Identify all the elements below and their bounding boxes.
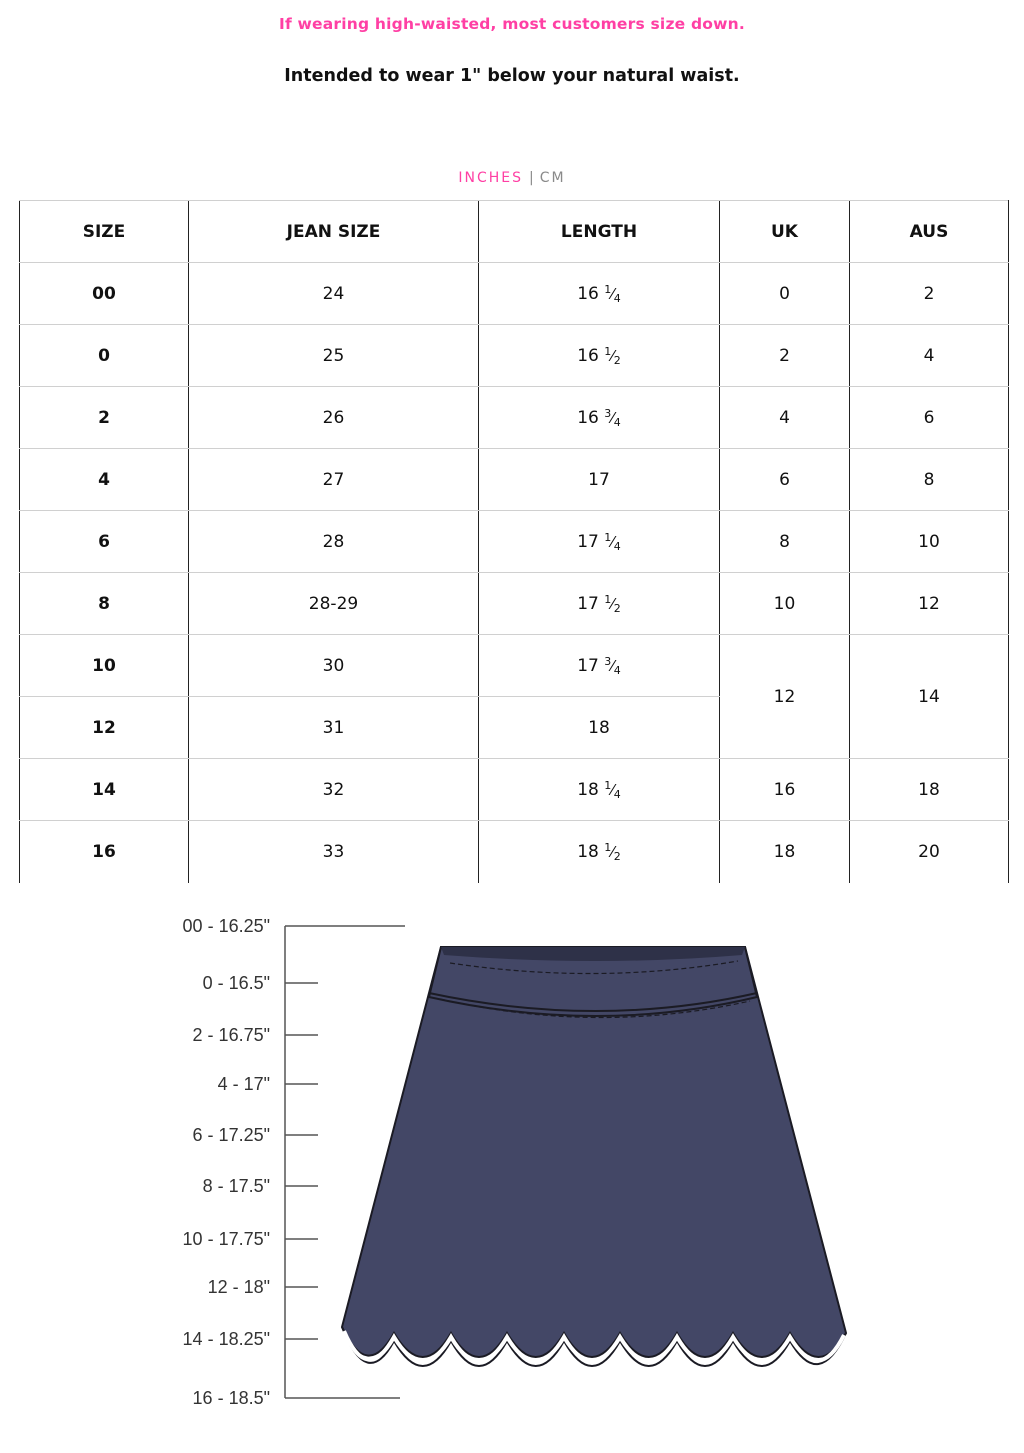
cell-uk: 6 <box>720 449 850 511</box>
cell-length: 16 $^1⁄_4$ <box>479 263 720 325</box>
cell-length: 17 $^3⁄_4$ <box>479 635 720 697</box>
table-row <box>20 387 1009 449</box>
cell-jean-size: 27 <box>189 449 479 511</box>
cell-jean-size: 25 <box>189 325 479 387</box>
cell-length: 17 <box>479 449 720 511</box>
table-header-row <box>20 201 1009 263</box>
cell-size: 00 <box>20 263 189 325</box>
cell-jean-size: 30 <box>189 635 479 697</box>
cell-jean-size: 26 <box>189 387 479 449</box>
cell-aus: 14 <box>850 635 1009 759</box>
table-row <box>20 449 1009 511</box>
unit-toggle <box>0 170 1024 186</box>
column-header-length: LENGTH <box>479 201 720 263</box>
length-label: 00 - 16.25" <box>182 916 270 936</box>
table-row <box>20 511 1009 573</box>
table-row <box>20 573 1009 635</box>
cell-size: 14 <box>20 759 189 821</box>
cell-size: 0 <box>20 325 189 387</box>
length-label: 4 - 17" <box>217 1074 270 1094</box>
cell-uk: 10 <box>720 573 850 635</box>
cell-length: 16 $^1⁄_2$ <box>479 325 720 387</box>
length-label: 12 - 18" <box>207 1277 270 1297</box>
length-label: 0 - 16.5" <box>202 973 270 993</box>
skirt-length-diagram <box>0 895 1024 1450</box>
size-chart-table <box>19 200 1009 883</box>
length-label: 14 - 18.25" <box>182 1329 270 1349</box>
cell-size: 6 <box>20 511 189 573</box>
cell-size: 4 <box>20 449 189 511</box>
cell-jean-size: 33 <box>189 821 479 883</box>
cell-length: 18 <box>479 697 720 759</box>
cell-jean-size: 31 <box>189 697 479 759</box>
cell-aus: 10 <box>850 511 1009 573</box>
cell-size: 2 <box>20 387 189 449</box>
skirt-illustration <box>342 947 846 1366</box>
cell-uk: 18 <box>720 821 850 883</box>
cell-length: 16 $^3⁄_4$ <box>479 387 720 449</box>
cell-length: 17 $^1⁄_2$ <box>479 573 720 635</box>
cell-size: 10 <box>20 635 189 697</box>
length-label: 8 - 17.5" <box>202 1176 270 1196</box>
table-row <box>20 325 1009 387</box>
cell-uk: 0 <box>720 263 850 325</box>
column-header-aus: AUS <box>850 201 1009 263</box>
wear-position-note: Intended to wear 1" below your natural waist. <box>284 66 740 86</box>
cell-uk: 16 <box>720 759 850 821</box>
cell-jean-size: 24 <box>189 263 479 325</box>
cell-aus: 6 <box>850 387 1009 449</box>
cell-jean-size: 28 <box>189 511 479 573</box>
cell-aus: 4 <box>850 325 1009 387</box>
cell-aus: 8 <box>850 449 1009 511</box>
unit-cm-tab[interactable]: CM <box>539 170 566 186</box>
unit-separator: | <box>529 170 534 186</box>
column-header-size: SIZE <box>20 201 189 263</box>
cell-jean-size: 28-29 <box>189 573 479 635</box>
cell-aus: 12 <box>850 573 1009 635</box>
cell-aus: 18 <box>850 759 1009 821</box>
column-header-uk: UK <box>720 201 850 263</box>
cell-length: 18 $^1⁄_2$ <box>479 821 720 883</box>
cell-uk: 4 <box>720 387 850 449</box>
length-label: 10 - 17.75" <box>182 1229 270 1249</box>
cell-length: 17 $^1⁄_4$ <box>479 511 720 573</box>
length-label: 16 - 18.5" <box>192 1388 270 1408</box>
table-row <box>20 759 1009 821</box>
length-label: 2 - 16.75" <box>192 1025 270 1045</box>
cell-uk: 8 <box>720 511 850 573</box>
cell-size: 16 <box>20 821 189 883</box>
column-header-jean-size: JEAN SIZE <box>189 201 479 263</box>
cell-aus: 2 <box>850 263 1009 325</box>
length-label: 6 - 17.25" <box>192 1125 270 1145</box>
cell-uk: 12 <box>720 635 850 759</box>
cell-aus: 20 <box>850 821 1009 883</box>
high-waisted-note: If wearing high-waisted, most customers size down. <box>279 15 745 33</box>
cell-jean-size: 32 <box>189 759 479 821</box>
table-row <box>20 635 1009 697</box>
unit-inches-tab[interactable]: INCHES <box>458 170 524 186</box>
cell-uk: 2 <box>720 325 850 387</box>
cell-length: 18 $^1⁄_4$ <box>479 759 720 821</box>
cell-size: 12 <box>20 697 189 759</box>
table-row <box>20 263 1009 325</box>
cell-size: 8 <box>20 573 189 635</box>
table-row <box>20 821 1009 883</box>
